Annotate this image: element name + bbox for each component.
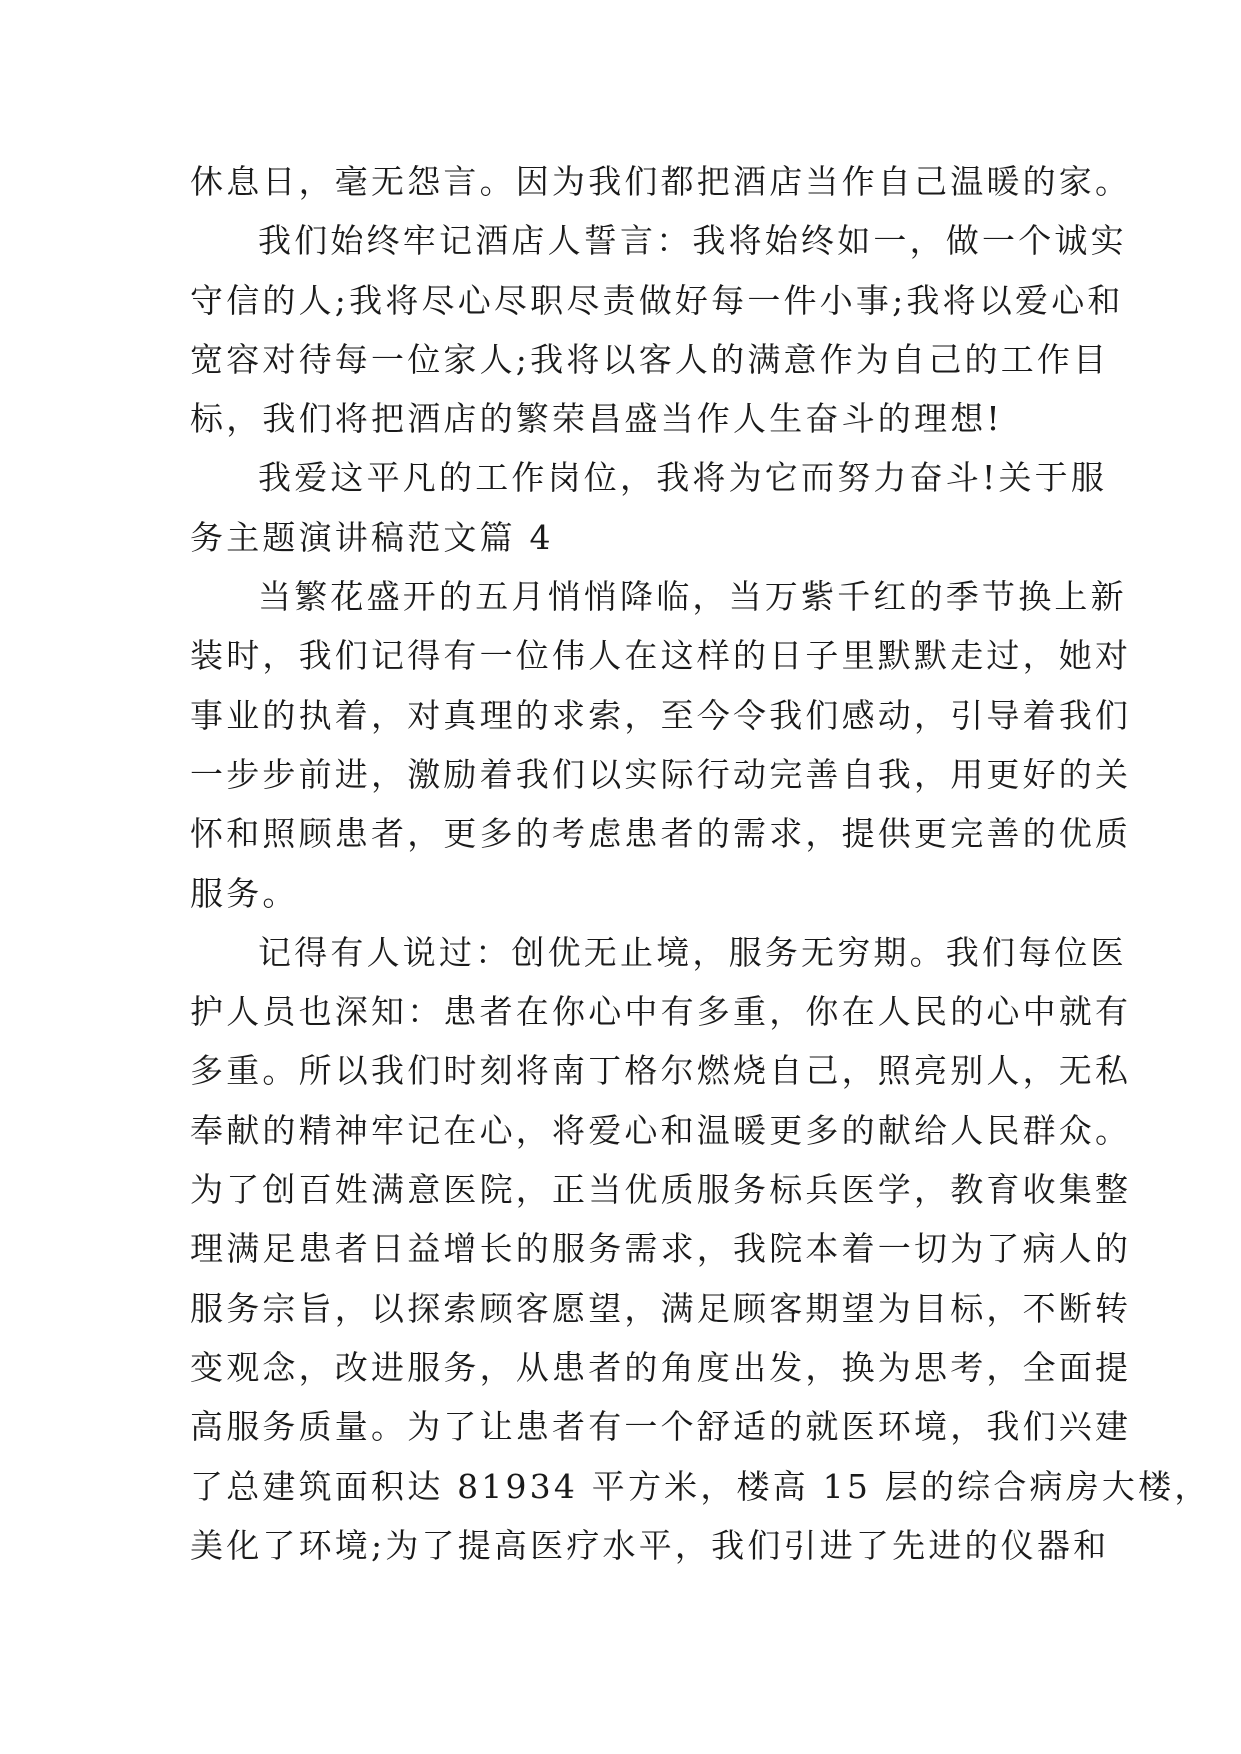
text-line: 休息日，毫无怨言。因为我们都把酒店当作自己温暖的家。: [190, 162, 1132, 201]
text-line: 高服务质量。为了让患者有一个舒适的就医环境，我们兴建: [190, 1407, 1132, 1447]
text-line: 美化了环境;为了提高医疗水平，我们引进了先进的仪器和: [190, 1525, 1110, 1565]
text-line: 事业的执着，对真理的求索，至今令我们感动，引导着我们: [190, 695, 1132, 735]
text-line: 守信的人;我将尽心尽职尽责做好每一件小事;我将以爱心和: [190, 280, 1124, 320]
text-line: 变观念，改进服务，从患者的角度出发，换为思考，全面提: [190, 1347, 1132, 1387]
text-line: 多重。所以我们时刻将南丁格尔燃烧自己，照亮别人，无私: [190, 1051, 1132, 1091]
text-line: 护人员也深知：患者在你心中有多重，你在人民的心中就有: [190, 992, 1132, 1032]
text-line: 装时，我们记得有一位伟人在这样的日子里默默走过，她对: [190, 636, 1132, 676]
text-line: 为了创百姓满意医院，正当优质服务标兵医学，教育收集整: [190, 1170, 1132, 1210]
text-line: 理满足患者日益增长的服务需求，我院本着一切为了病人的: [190, 1229, 1132, 1269]
text-line: 服务。: [190, 873, 299, 913]
body-text: [190, 152, 1211, 1575]
text-line: 我爱这平凡的工作岗位，我将为它而努力奋斗!关于服: [258, 458, 1108, 498]
text-line: 服务宗旨，以探索顾客愿望，满足顾客期望为目标，不断转: [190, 1288, 1132, 1328]
text-line: 务主题演讲稿范文篇 4: [190, 517, 554, 557]
text-line: 奉献的精神牢记在心，将爱心和温暖更多的献给人民群众。: [190, 1110, 1132, 1150]
text-line: 我们始终牢记酒店人誓言：我将始终如一，做一个诚实: [258, 221, 1127, 261]
text-line: 记得有人说过：创优无止境，服务无穷期。我们每位医: [258, 932, 1127, 972]
text-line: 怀和照顾患者，更多的考虑患者的需求，提供更完善的优质: [190, 814, 1132, 854]
text-line: 一步步前进，激励着我们以实际行动完善自我，用更好的关: [190, 754, 1132, 794]
text-line: 标，我们将把酒店的繁荣昌盛当作人生奋斗的理想!: [190, 399, 1003, 439]
text-line: 宽容对待每一位家人;我将以客人的满意作为自己的工作目: [190, 339, 1110, 379]
text-line: 当繁花盛开的五月悄悄降临，当万紫千红的季节换上新: [258, 577, 1127, 617]
text-line: 了总建筑面积达 81934 平方米，楼高 15 层的综合病房大楼，: [190, 1466, 1211, 1506]
